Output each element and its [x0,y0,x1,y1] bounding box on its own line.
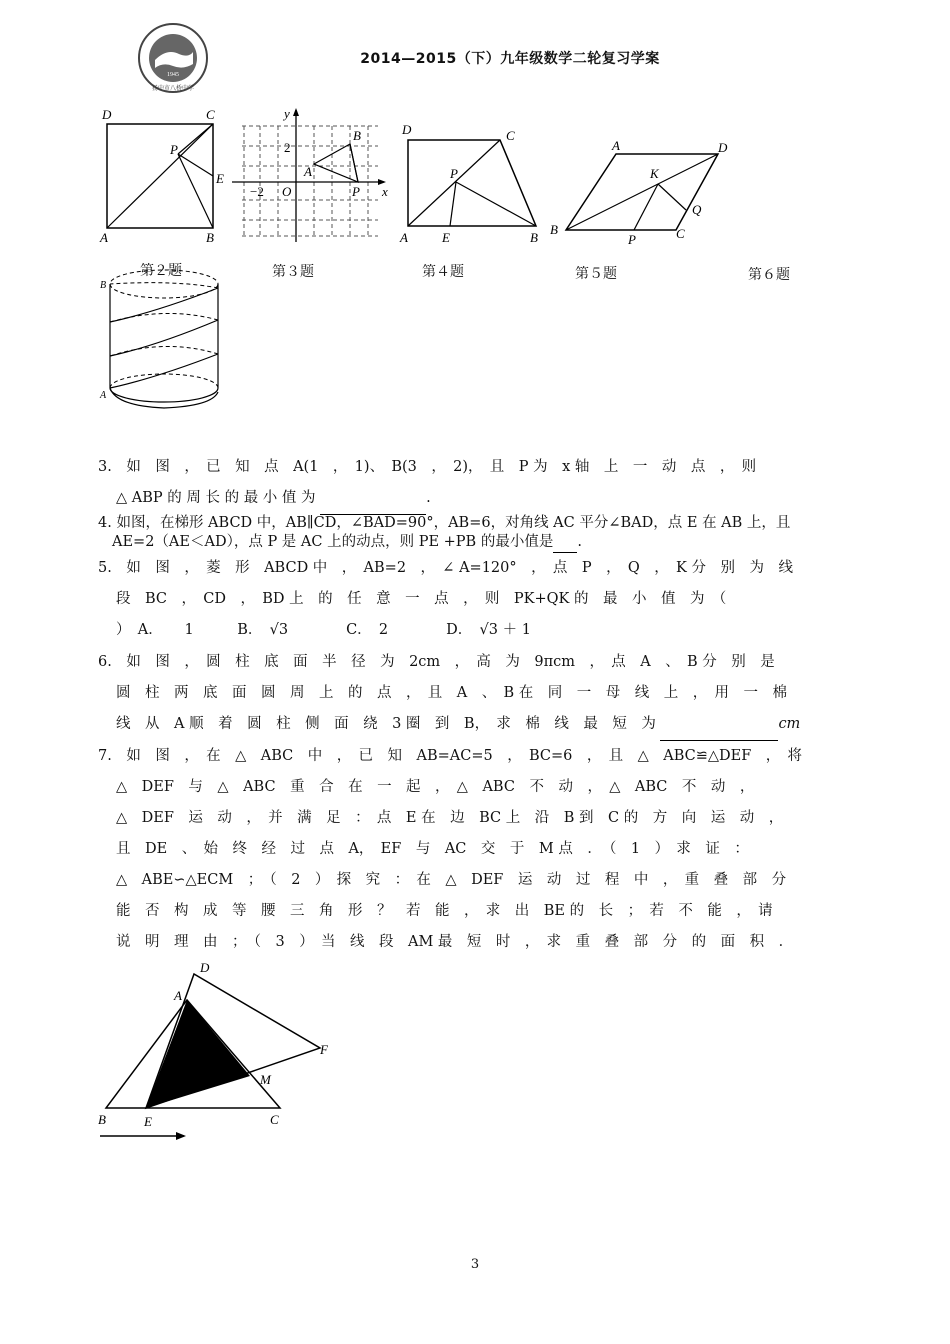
f5-label-K: K [650,166,659,181]
f5-label-P: P [628,232,636,247]
q7-line-7: 说 明 理 由 ； （ 3 ） 当 线 段 AM 最 短 时 ， 求 重 叠 部 分 的 面 积 ． [116,934,794,950]
logo-name: 扬中市八桥中学 [151,86,195,92]
q6-line-1: 6. 如 图 ， 圆 柱 底 面 半 径 为 2cm ， 高 为 9πcm ， 点 A 、 B 分 别 是 [98,654,775,670]
f4-label-E: E [442,230,450,245]
q7-line-2: △ DEF 与 △ ABC 重 合 在 一 起 ， △ ABC 不 动 ， △ ABC 不 动 ， [116,779,755,795]
question-6 [98,647,853,741]
f7-label-D: D [200,960,210,975]
figure-7 [94,956,344,1146]
page-header: 2014—2015（下）九年级数学二轮复习学案 [360,51,660,67]
question-3 [98,452,853,515]
f3-label-P: P [352,184,360,199]
q6-unit: cm [778,716,801,732]
f2-label-P: P [170,142,178,157]
f4-label-P: P [450,166,458,181]
logo-year: 1945 [167,72,179,78]
q7-line-4: 且 DE 、 始 终 经 过 点 A， EF 与 AC 交 于 M 点 ． （ 1 ） 求 证 ： [116,841,749,857]
q3-line-1: 3. 如 图 ， 已 知 点 A(1 ， 1)、 B(3 ， 2)， 且 P 为 x 轴 上 一 动 点 ， 则 [98,459,757,475]
f7-label-C: C [270,1112,279,1127]
caption-q5: 第５题 [575,266,617,282]
q3-end: . [426,490,431,506]
q7-line-1: 7. 如 图 ， 在 △ ABC 中 ， 已 知 AB=AC=5 ， BC=6 ， 且 △ ABC≌△DEF ， 将 [98,748,803,764]
figure-2 [96,104,236,249]
page-number: 3 [470,1257,480,1272]
q4-line-1: 4. 如图，在梯形 ABCD 中，AB∥CD，∠BAD=90°，AB=6，对角线 AC 平分∠BAD，点 E 在 AB 上，且 [98,515,791,531]
q7-line-5: △ ABE∽△ECM ； （ 2 ） 探 究 ： 在 △ DEF 运 动 过 程 中 ， 重 叠 部 分 [116,872,787,888]
figure-5 [546,136,736,248]
f6-label-A: A [100,390,107,401]
figure-4 [396,118,546,248]
q6-answer-blank[interactable] [660,709,778,741]
q6-line-3: 线 从 A 顺 着 圆 柱 侧 面 绕 3 圈 到 B， 求 棉 线 最 短 为 [116,716,656,732]
figure-3 [232,104,392,244]
f7-label-B: B [98,1112,106,1127]
f2-label-C: C [206,107,215,122]
f5-label-D: D [718,140,728,155]
f3-label-B: B [353,128,361,143]
q5-line-3: ） A． 1 B． √3 C． 2 D． √3 ＋ 1 [116,622,531,638]
f3-label-x: x [382,184,388,199]
f4-label-A: A [400,230,408,245]
q3-answer-blank[interactable] [320,483,426,515]
q4-line-2: AE=2（AE＜AD），点 P 是 AC 上的动点，则 PE +PB 的最小值是 [112,534,554,550]
f7-label-F: F [320,1042,328,1057]
f7-label-E: E [144,1114,152,1129]
f2-label-D: D [102,107,112,122]
f6-label-B: B [100,280,107,291]
f4-label-D: D [402,122,412,137]
q4-end: . [577,534,582,550]
question-5 [98,553,853,646]
figure-6-cylinder [96,266,236,416]
f5-label-C: C [676,226,685,241]
q4-answer-blank[interactable] [553,533,577,553]
f5-label-Q: Q [692,202,702,217]
q7-line-3: △ DEF 运 动 ， 并 满 足 ： 点 E 在 边 BC 上 沿 B 到 C 的 方 向 运 动 ， [116,810,784,826]
question-4 [98,514,853,553]
f3-label-y: y [284,106,290,121]
caption-q4: 第４题 [422,264,464,280]
f2-label-B: B [206,230,214,245]
q7-line-6: 能 否 构 成 等 腰 三 角 形 ？ 若 能 ， 求 出 BE 的 长 ； 若 不 能 ， 请 [116,903,773,919]
q6-line-2: 圆 柱 两 底 面 圆 周 上 的 点 ， 且 A 、 B 在 同 一 母 线 上 ， 用 一 棉 [116,685,787,701]
f3-label-A: A [304,164,312,179]
f4-label-B: B [530,230,538,245]
caption-q3: 第３题 [272,264,314,280]
f7-label-A: A [174,988,182,1003]
caption-q6: 第６题 [748,267,790,283]
caption-q2: 第２题 [140,263,182,279]
f3-label-2: 2 [284,140,291,155]
q5-line-2: 段 BC ， CD ， BD 上 的 任 意 一 点 ， 则 PK+QK 的 最 小 值 为 （ [116,591,727,607]
q5-line-1: 5. 如 图 ， 菱 形 ABCD 中 ， AB=2 ， ∠ A=120° ， 点 P ， Q ， K 分 别 为 线 [98,560,793,576]
f5-label-A: A [612,138,620,153]
q3-line-2: △ ABP 的 周 长 的 最 小 值 为 [116,490,316,506]
f5-label-B: B [550,222,558,237]
f4-label-C: C [506,128,515,143]
question-7 [98,741,853,958]
f7-label-M: M [260,1072,271,1087]
f3-label-neg2: −2 [250,184,264,199]
f3-label-O: O [282,184,292,199]
f2-label-E: E [216,171,224,186]
f2-label-A: A [100,230,108,245]
